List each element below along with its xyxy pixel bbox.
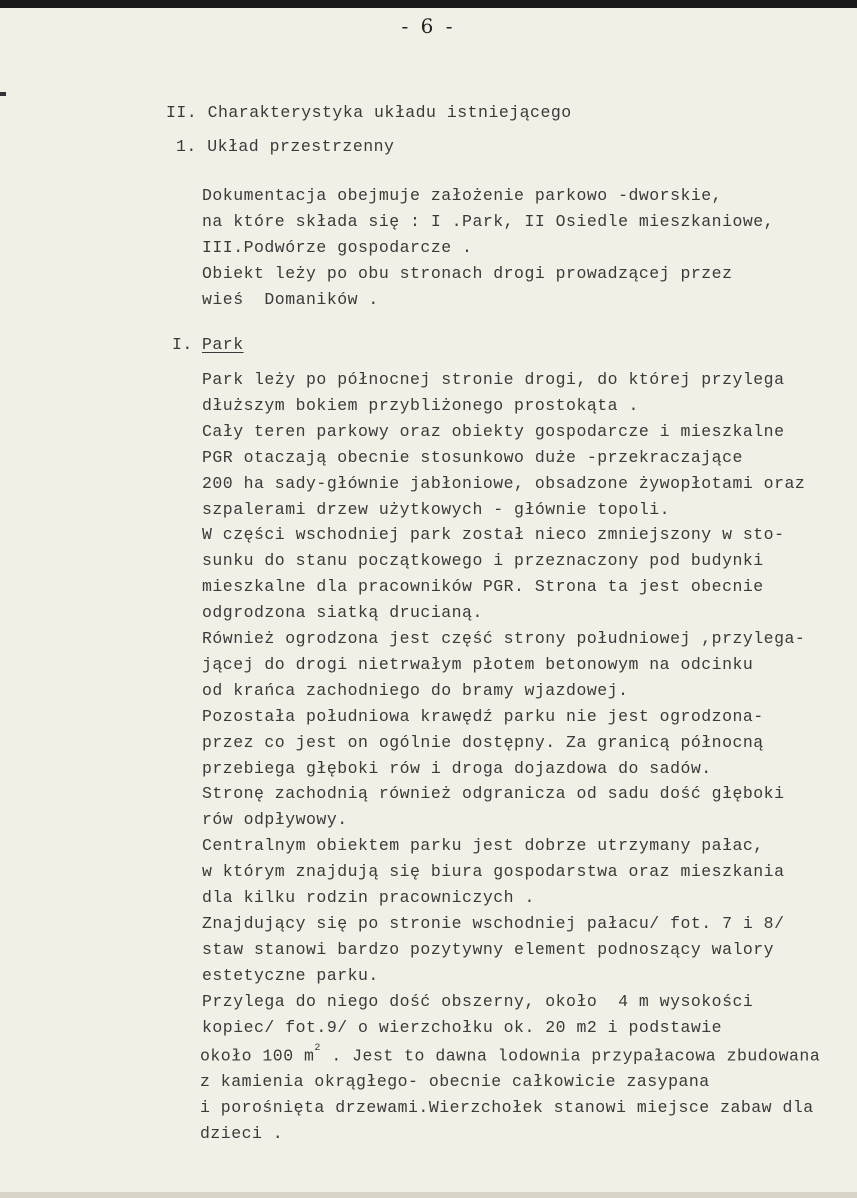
text-line: Stronę zachodnią również odgranicza od sadu dość głęboki	[202, 784, 785, 804]
text-line: szpalerami drzew użytkowych - głównie topoli.	[202, 499, 671, 519]
text-line: Obiekt leży po obu stronach drogi prowadzącej przez	[202, 264, 733, 283]
text-line: rów odpływowy.	[202, 810, 348, 830]
text-line: w którym znajdują się biura gospodarstwa oraz mieszkania	[202, 862, 785, 882]
subsection-heading: 1. Układ przestrzenny	[176, 137, 395, 156]
m2-prefix: około 100 m	[200, 1046, 315, 1066]
text-line: Również ogrodzona jest część strony południowej ,przylega-	[202, 629, 806, 648]
text-line: mieszkalne dla pracowników PGR. Strona ta jest obecnie	[202, 577, 764, 597]
park-section-number: I.	[172, 335, 193, 354]
text-line: z kamienia okrągłego- obecnie całkowicie zasypana	[200, 1072, 710, 1091]
text-line: III.Podwórze gospodarcze .	[202, 238, 473, 257]
section-heading: II. Charakterystyka układu istniejącego	[166, 103, 572, 122]
text-line: od krańca zachodniego do bramy wjazdowej.	[202, 680, 629, 700]
text-line: wieś Domaników .	[202, 290, 379, 309]
text-line: Centralnym obiektem parku jest dobrze utrzymany pałac,	[202, 836, 764, 856]
text-line: odgrodzona siatką drucianą.	[202, 603, 483, 623]
text-line: Dokumentacja obejmuje założenie parkowo -dworskie,	[202, 186, 723, 205]
text-line: Cały teren parkowy oraz obiekty gospodarcze i mieszkalne	[202, 421, 785, 441]
text-line: przebiega głęboki rów i droga dojazdowa do sadów.	[202, 758, 712, 778]
text-line: kopiec/ fot.9/ o wierzchołku ok. 20 m2 i podstawie	[202, 1017, 723, 1037]
park-section-title: Park	[202, 335, 244, 354]
text-line: staw stanowi bardzo pozytywny element podnoszący walory	[202, 939, 775, 959]
text-line: PGR otaczają obecnie stosunkowo duże -przekraczające	[202, 447, 743, 467]
text-line: 200 ha sady-głównie jabłoniowe, obsadzone żywopłotami oraz	[202, 473, 806, 493]
text-line: sunku do stanu początkowego i przeznaczony pod budynki	[202, 551, 764, 571]
text-line: Park leży po północnej stronie drogi, do której przylega	[202, 370, 785, 389]
text-line: Pozostała południowa krawędź parku nie jest ogrodzona-	[202, 706, 764, 726]
text-line: jącej do drogi nietrwałym płotem betonowym na odcinku	[202, 654, 754, 674]
punch-mark	[0, 92, 6, 96]
text-line: przez co jest on ogólnie dostępny. Za granicą północną	[202, 732, 764, 752]
text-line: estetyczne parku.	[202, 965, 379, 985]
text-line: dzieci .	[200, 1124, 284, 1143]
page-number: - 6 -	[401, 14, 456, 38]
text-line: W części wschodniej park został nieco zmniejszony w sto-	[202, 525, 785, 545]
text-line: i porośnięta drzewami.Wierzchołek stanowi miejsce zabaw dla	[200, 1098, 814, 1117]
text-line-m2	[200, 1043, 820, 1067]
m2-suffix: . Jest to dawna lodownia przypałacowa zbudowana	[320, 1046, 821, 1066]
scan-bottom-edge	[0, 1192, 857, 1198]
m2-superscript: 2	[314, 1043, 321, 1054]
text-line: dłuższym bokiem przybliżonego prostokąta .	[202, 395, 639, 415]
text-line: Przylega do niego dość obszerny, około 4 m wysokości	[202, 991, 754, 1011]
text-line: dla kilku rodzin pracowniczych .	[202, 888, 535, 907]
text-line: Znajdujący się po stronie wschodniej pałacu/ fot. 7 i 8/	[202, 913, 785, 933]
scan-top-edge	[0, 0, 857, 8]
text-line: na które składa się : I .Park, II Osiedle mieszkaniowe,	[202, 212, 775, 231]
